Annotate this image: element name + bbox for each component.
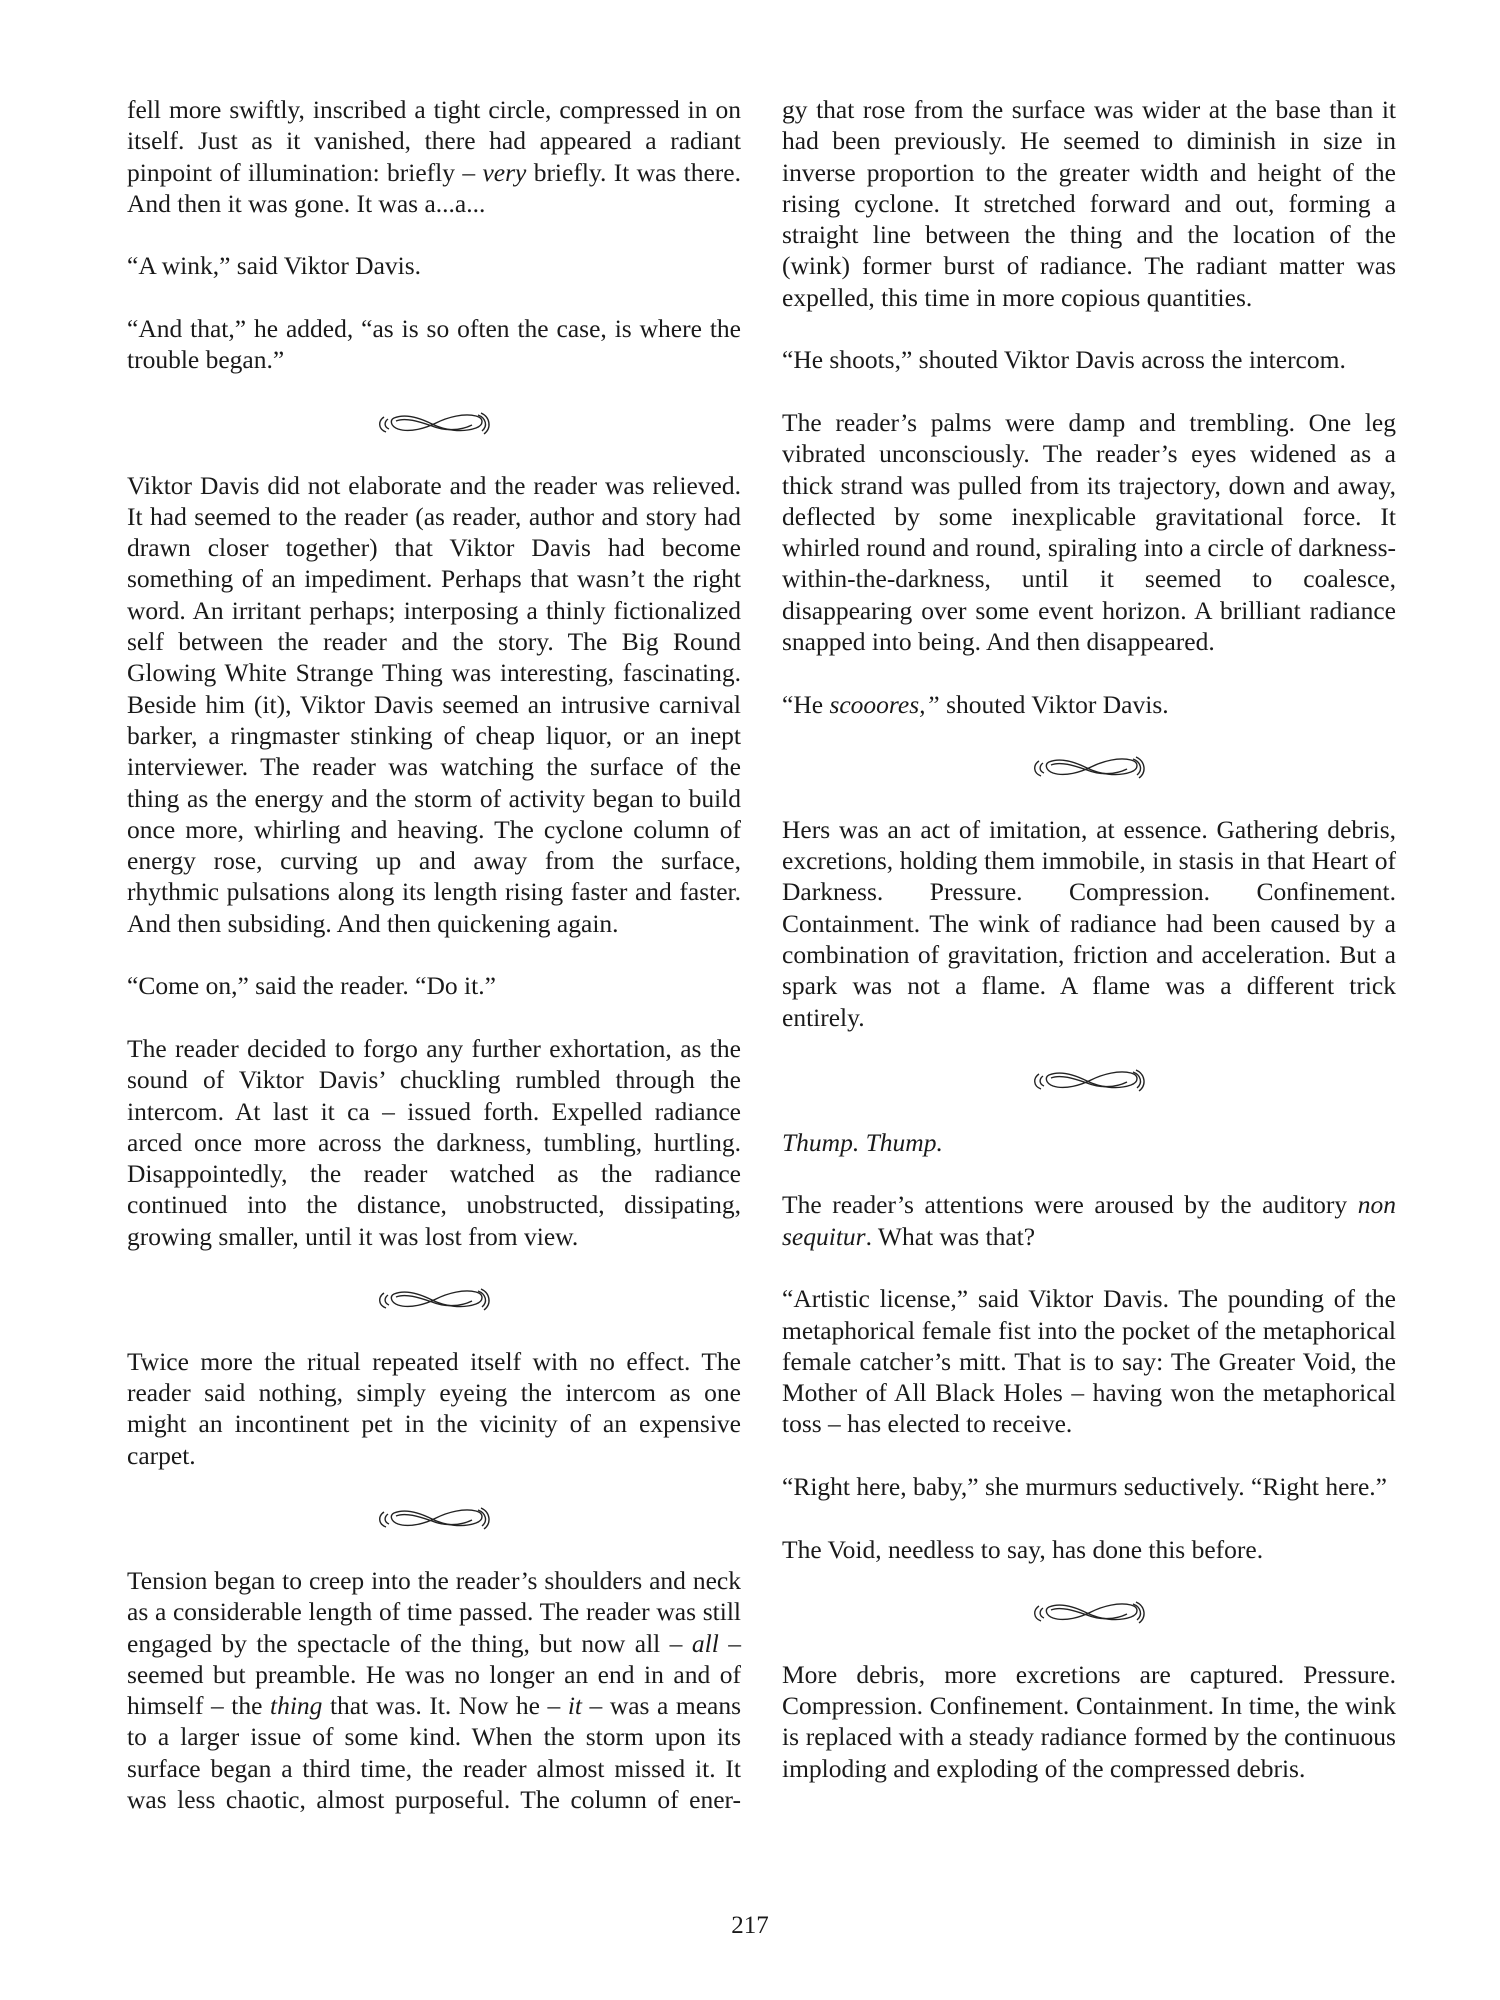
- italic-text: scooores,”: [829, 689, 940, 719]
- text: Twice more the ritual repeated itself with no effect. The reader said nothing, simply eyeing the intercom as one might an incontinent pet in the vicinity of an expensive carpet.: [127, 1346, 741, 1470]
- ornament-divider-icon: [782, 1596, 1396, 1627]
- ornament-divider-icon: [782, 751, 1396, 782]
- text: that was. It. Now he –: [322, 1691, 568, 1721]
- text: More debris, more excretions are captured. Pressure. Compression. Confinement. Containment. In time, the wink is replaced with a steady radiance formed by the continuous imploding and exploding of the compressed debris.: [782, 1659, 1396, 1783]
- paragraph: [782, 1127, 1396, 1158]
- paragraph: [782, 1659, 1396, 1784]
- paragraph: [782, 814, 1396, 1033]
- paragraph: [127, 250, 741, 281]
- paragraph: [127, 970, 741, 1001]
- page-number: 217: [731, 1912, 769, 1939]
- italic-text: all: [691, 1628, 719, 1658]
- paragraph: [127, 1033, 741, 1252]
- paragraph: [782, 94, 1396, 313]
- ornament-divider-icon: [782, 1064, 1396, 1095]
- paragraph: [782, 1471, 1396, 1502]
- text: The reader’s attentions were aroused by the auditory: [782, 1190, 1358, 1220]
- text: “Come on,” said the reader. “Do it.”: [127, 971, 496, 1001]
- text: – was a means to a larger issue of some kind. When the storm upon its surface began a third time, the reader almost missed it. It was less chaotic, almost purposeful. The column of ener-: [127, 1691, 742, 1815]
- paragraph: [782, 689, 1396, 720]
- ornament-divider-icon: [127, 1502, 741, 1533]
- paragraph: [127, 313, 741, 376]
- text: “Artistic license,” said Viktor Davis. The pounding of the metaphorical female fist into the pocket of the metaphorical female catcher’s mitt. That is to say: The Greater Void, the Mother of All Black Holes – having won the metaphorical toss – has elected to receive.: [782, 1284, 1396, 1439]
- text: – seemed but preamble. He was no longer an end in and of himself – the: [127, 1628, 742, 1721]
- left-column: [127, 94, 741, 1847]
- paragraph: [127, 1565, 741, 1815]
- paragraph: [782, 407, 1396, 657]
- italic-text: Thump. Thump.: [782, 1127, 943, 1157]
- text: . What was that?: [865, 1221, 1036, 1251]
- text: fell more swiftly, inscribed a tight circle, compressed in on itself. Just as it vanished, there had appeared a radiant pinpoint of illumination: briefly –: [127, 95, 741, 187]
- text: “A wink,” said Viktor Davis.: [127, 251, 422, 281]
- ornament-divider-icon: [127, 1283, 741, 1314]
- text: “He shoots,” shouted Viktor Davis across the intercom.: [782, 345, 1346, 375]
- italic-text: non sequitur: [782, 1190, 1396, 1251]
- right-column: [782, 94, 1396, 1815]
- italic-text: thing: [270, 1691, 323, 1721]
- paragraph: [782, 1534, 1396, 1565]
- text: “He: [782, 689, 830, 719]
- paragraph: [782, 1283, 1396, 1439]
- text: “Right here, baby,” she murmurs seductively. “Right here.”: [782, 1472, 1387, 1502]
- text: The reader’s palms were damp and trembling. One leg vibrated unconsciously. The reader’s eyes widened as a thick strand was pulled from its trajectory, down and away, deflected by some inexplicable gravitational force. It whirled round and round, spiraling into a circle of darkness-within-the-darkness, until it seemed to coalesce, disappearing over some event horizon. A brilliant radiance snapped into being. And then disappeared.: [782, 407, 1396, 657]
- paragraph: [782, 344, 1396, 375]
- text: briefly. It was there. And then it was gone. It was a...a...: [127, 157, 741, 218]
- paragraph: [127, 1346, 741, 1471]
- paragraph: [782, 1189, 1396, 1252]
- text: The Void, needless to say, has done this before.: [782, 1534, 1264, 1564]
- text: Hers was an act of imitation, at essence. Gathering debris, excretions, holding them immobile, in stasis in that Heart of Darkness. Pressure. Compression. Confinement. Containment. The wink of radiance had been caused by a combination of gravitation, friction and acceleration. But a spark was not a flame. A flame was a different trick entirely.: [782, 814, 1396, 1032]
- text: shouted Viktor Davis.: [939, 689, 1169, 719]
- italic-text: very: [482, 157, 527, 187]
- text: Viktor Davis did not elaborate and the reader was relieved. It had seemed to the reader (as reader, author and story had drawn closer together) that Viktor Davis had become something of an impediment. Perhaps that wasn’t the right word. An irritant perhaps; interposing a thinly fictionalized self between the reader and the story. The Big Round Glowing White Strange Thing was interesting, fascinating. Beside him (it), Viktor Davis seemed an intrusive carnival barker, a ringmaster stinking of cheap liquor, or an inept interviewer. The reader was watching the surface of the thing as the energy and the storm of activity began to build once more, whirling and heaving. The cyclone column of energy rose, curving up and away from the surface, rhythmic pulsations along its length rising faster and faster. And then subsiding. And then quickening again.: [127, 470, 741, 938]
- ornament-divider-icon: [127, 407, 741, 438]
- italic-text: it: [567, 1691, 582, 1721]
- paragraph: [127, 470, 741, 939]
- text: The reader decided to forgo any further exhortation, as the sound of Viktor Davis’ chuckling rumbled through the intercom. At last it ca – issued forth. Expelled radiance arced once more across the darkness, tumbling, hurtling. Disappointedly, the reader watched as the radiance continued into the distance, unobstructed, dissipating, growing smaller, until it was lost from view.: [127, 1033, 741, 1251]
- paragraph: [127, 94, 741, 219]
- text: gy that rose from the surface was wider at the base than it had been previously. He seemed to diminish in size in inverse proportion to the greater width and height of the rising cyclone. It stretched forward and out, forming a straight line between the thing and the location of the (wink) former burst of radiance. The radiant matter was expelled, this time in more copious quantities.: [782, 95, 1396, 312]
- text: “And that,” he added, “as is so often the case, is where the trouble began.”: [127, 314, 741, 375]
- text: Tension began to creep into the reader’s shoulders and neck as a considerable length of time passed. The reader was still engaged by the spectacle of the thing, but now all –: [127, 1565, 741, 1658]
